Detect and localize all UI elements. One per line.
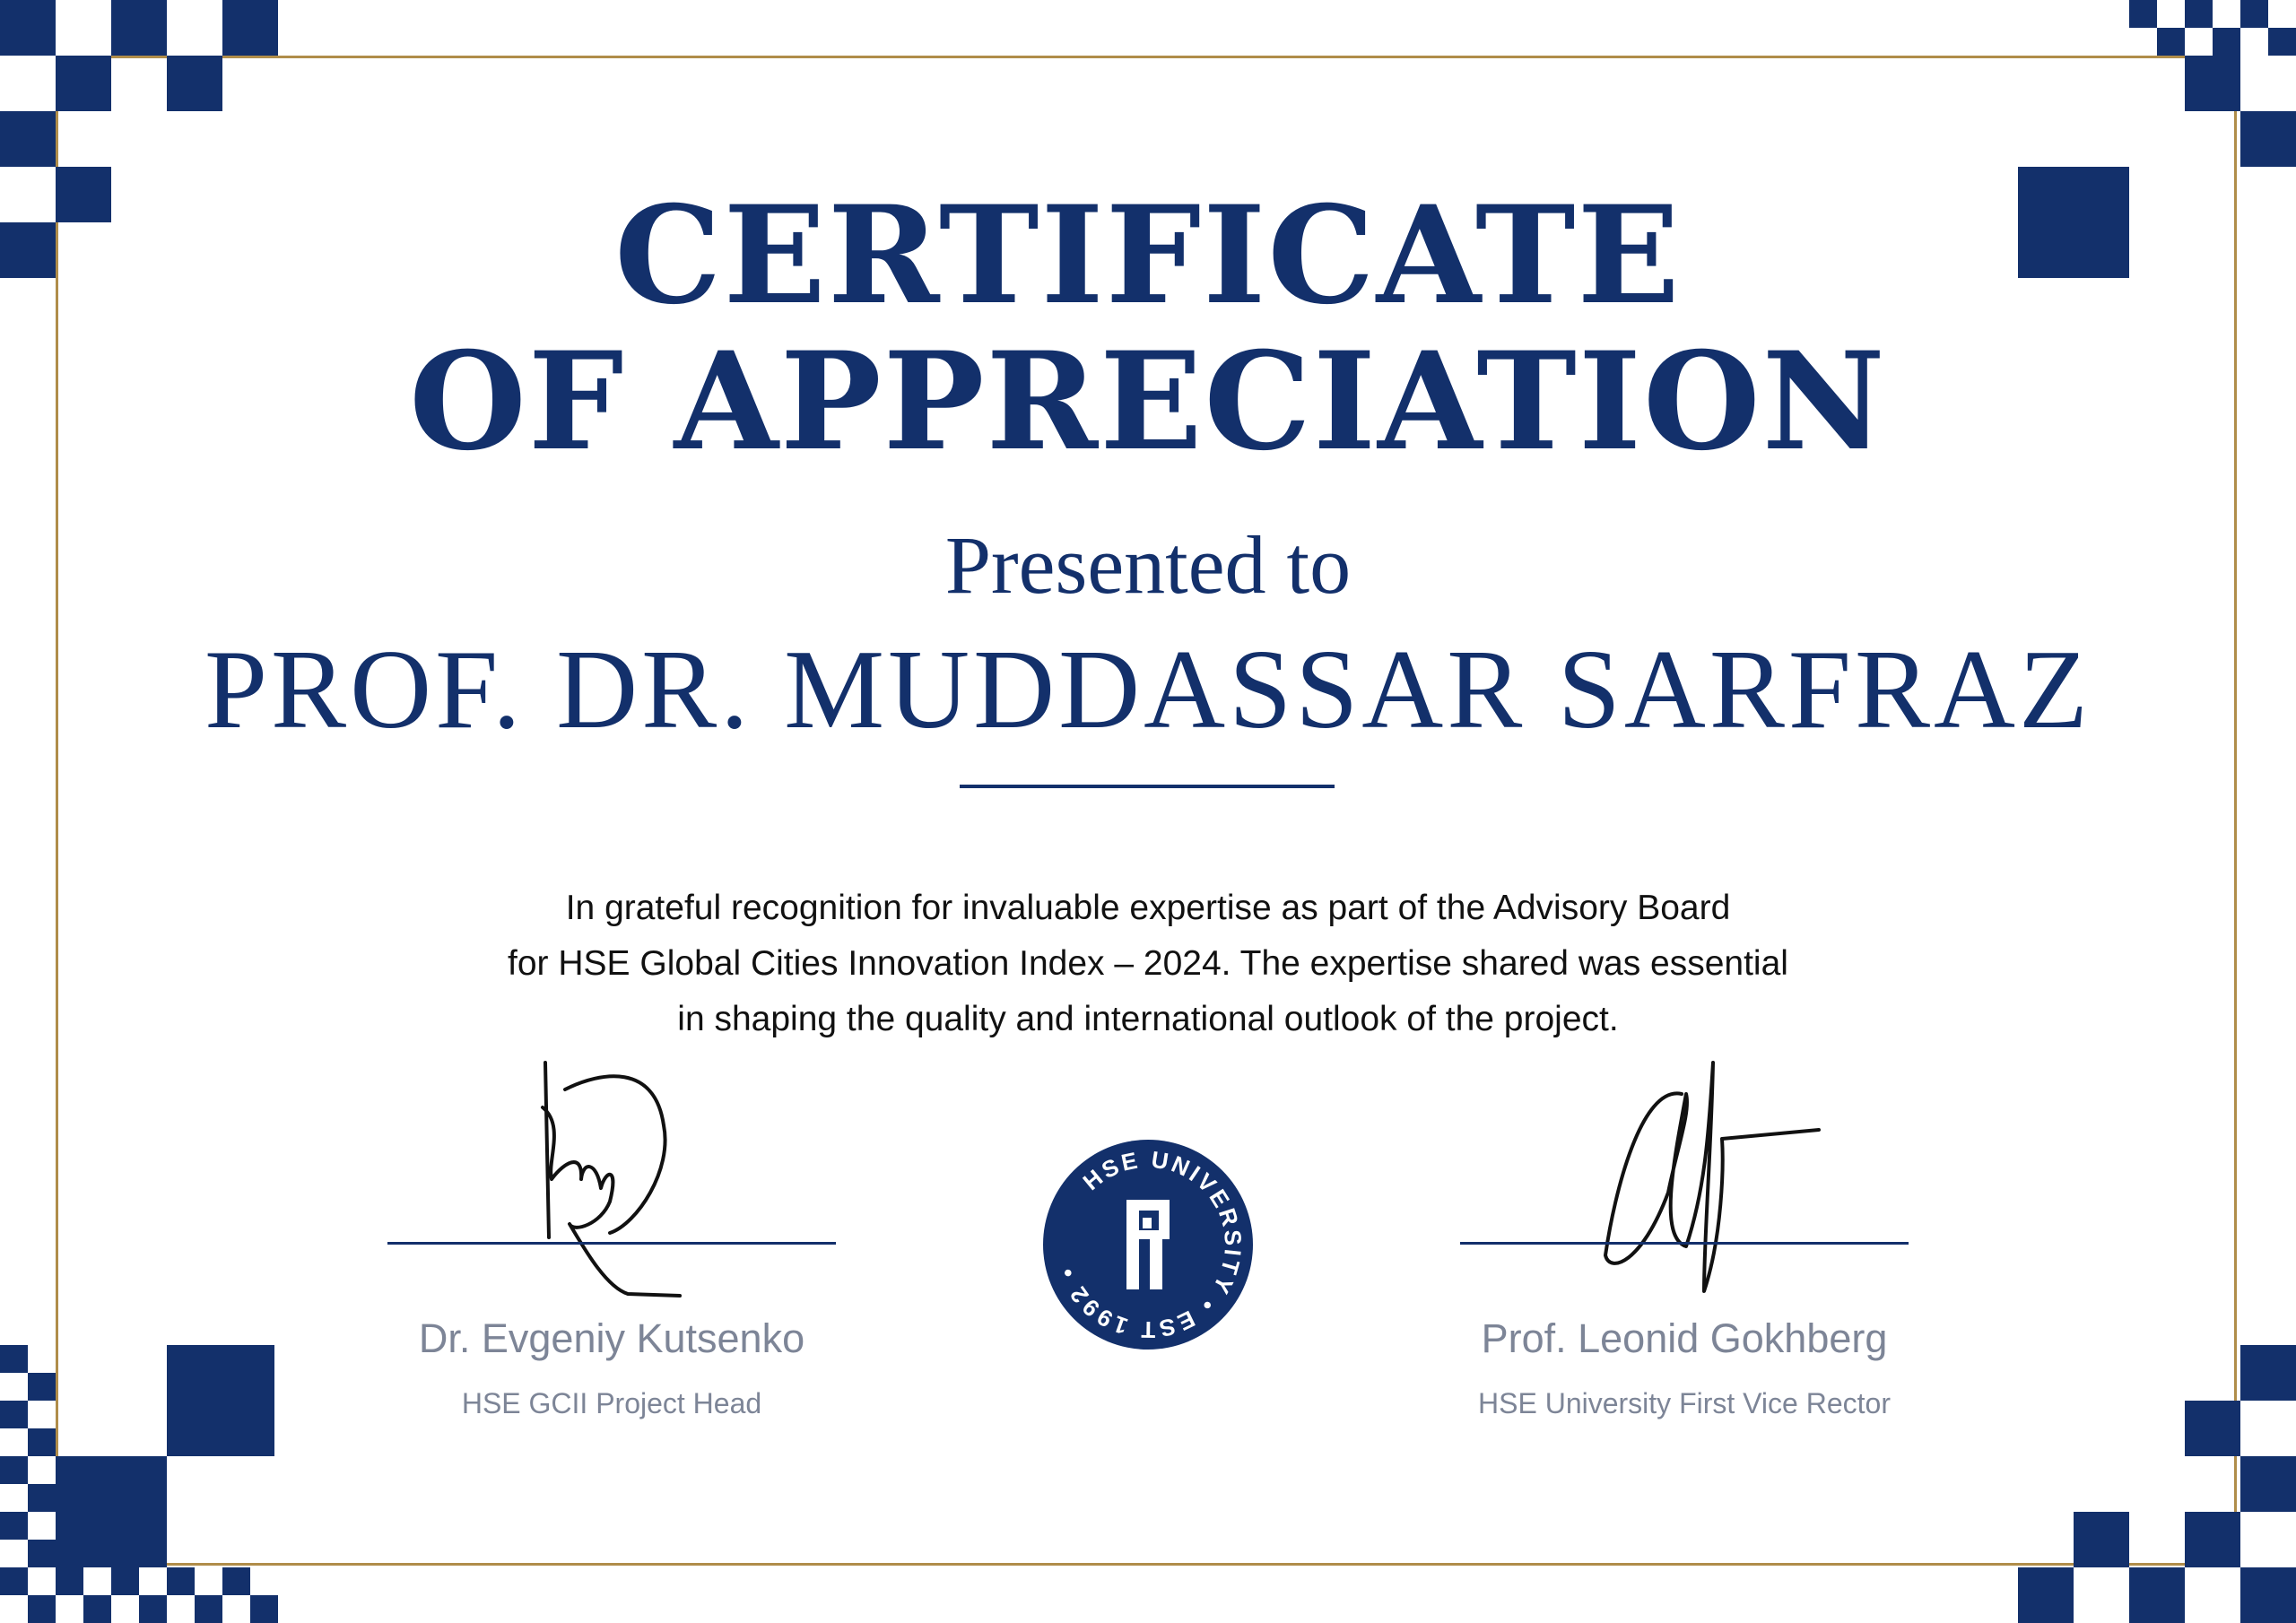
signature-line-left: [387, 1242, 836, 1245]
signature-line-right: [1460, 1242, 1909, 1245]
signatory-role-right: HSE University First Vice Rector: [1478, 1387, 1891, 1419]
signature-gokhberg-icon: [1587, 1058, 1830, 1300]
certificate-title-line2: OF APPRECIATION: [409, 323, 1887, 481]
hse-university-seal-icon: [1040, 1137, 1256, 1352]
signatory-role-left: HSE GCII Project Head: [461, 1387, 762, 1419]
signatory-name-right: Prof. Leonid Gokhberg: [1481, 1315, 1888, 1361]
recognition-line: In grateful recognition for invaluable expertise as part of the Advisory Board: [565, 889, 1731, 927]
presented-to-label: Presented to: [944, 519, 1352, 611]
signatory-name-left: Dr. Evgeniy Kutsenko: [418, 1315, 805, 1361]
svg-text:HSE UNIVERSITY • EST 1992 •: HSE UNIVERSITY • EST 1992 •: [1052, 1145, 1248, 1344]
recognition-line: in shaping the quality and international outlook of the project.: [677, 1000, 1619, 1038]
name-underline: [960, 785, 1335, 788]
recipient-name: PROF. DR. MUDDASSAR SARFRAZ: [204, 628, 2092, 752]
recognition-line: for HSE Global Cities Innovation Index – 2024. The expertise shared was essential: [508, 944, 1788, 983]
signature-kutsenko-icon: [529, 1054, 700, 1305]
certificate-title-line1: CERTIFICATE: [614, 177, 1682, 334]
recognition-text: [341, 881, 1955, 1047]
